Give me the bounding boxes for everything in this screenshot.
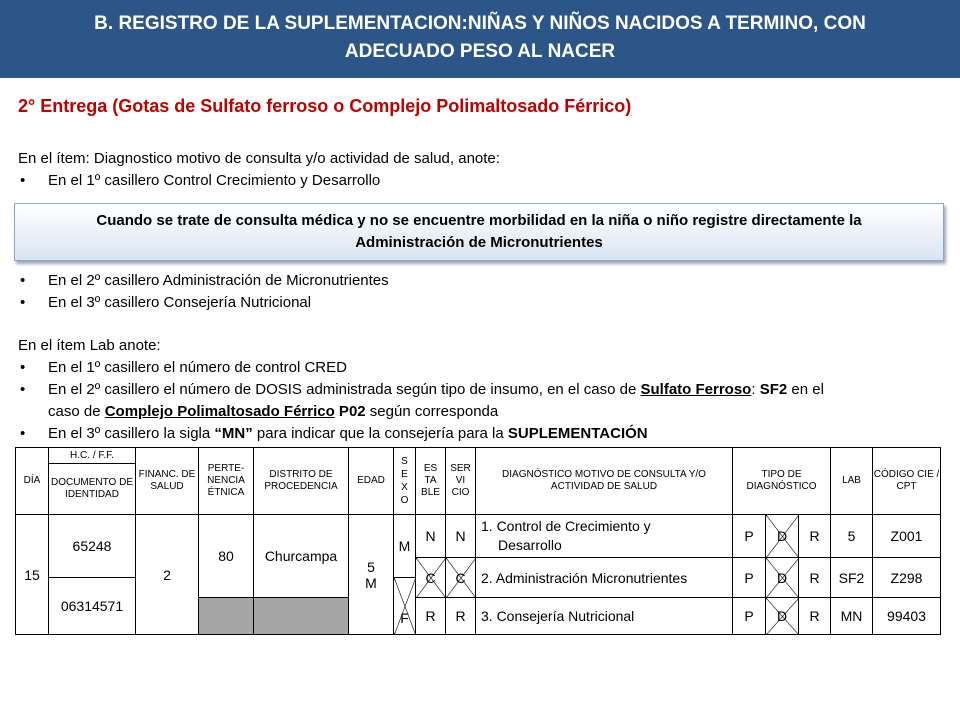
header-dia: DÍA: [16, 448, 49, 515]
cell-establecimiento: N: [416, 515, 446, 558]
callout-line-2: Administración de Micronutrientes: [355, 234, 603, 251]
section1-list: [18, 170, 380, 192]
text-run: Complejo Polimaltosado Férrico: [104, 403, 335, 420]
diag-line-1: 1. Control de Crecimiento y: [481, 518, 651, 534]
list-item: [18, 423, 923, 445]
text-run: “MN”: [214, 425, 253, 442]
header-distrito: DISTRITO DE PROCEDENCIA: [254, 448, 349, 515]
subtitle: 2° Entrega (Gotas de Sulfato ferroso o Complejo Polimaltosado Férrico): [18, 96, 632, 116]
cell-tipo-p: P: [733, 515, 766, 558]
text-run: según corresponda: [365, 403, 499, 420]
edad-valor: 5: [367, 558, 375, 575]
text-run: en el: [787, 381, 824, 398]
cell-tipo-d-marked: D: [766, 598, 799, 635]
cell-establecimiento: R: [416, 598, 446, 635]
header-diagnostico: DIAGNÓSTICO MOTIVO DE CONSULTA Y/O ACTIVIDAD DE SALUD: [476, 448, 733, 515]
callout-line-1: Cuando se trate de consulta médica y no se encuentre morbilidad en la niña o niño registre directamente la: [96, 212, 862, 229]
cell-distrito: Churcampa: [254, 515, 349, 598]
header-lab: LAB: [831, 448, 873, 515]
header-documento: DOCUMENTO DE IDENTIDAD: [49, 464, 136, 515]
section2-list: [18, 357, 923, 445]
cell-establecimiento-marked: C: [416, 558, 446, 598]
cell-historia-clinica: 65248: [49, 515, 136, 578]
cell-edad: [349, 515, 394, 635]
header-financ: FINANC. DE SALUD: [136, 448, 199, 515]
text-run: P02: [334, 403, 366, 420]
cell-tipo-d-marked: D: [766, 558, 799, 598]
cell-dia: 15: [16, 515, 49, 635]
cell-lab: MN: [831, 598, 873, 635]
cell-pertenencia-empty: [199, 598, 254, 635]
cell-financiamiento: 2: [136, 515, 199, 635]
cell-lab: 5: [831, 515, 873, 558]
header-edad: EDAD: [349, 448, 394, 515]
section1-intro: En el ítem: Diagnostico motivo de consulta y/o actividad de salud, anote:: [18, 150, 500, 167]
text-run: SUPLEMENTACIÓN: [507, 425, 648, 442]
cell-lab: SF2: [831, 558, 873, 598]
cell-servicio: N: [446, 515, 476, 558]
edad-unidad: M: [365, 574, 377, 591]
list-item: • En el 1º casillero el número de control CRED: [18, 357, 923, 379]
cell-diagnostico: 2. Administración Micronutrientes: [476, 558, 733, 598]
header-tipo-diagnostico: TIPO DE DIAGNÓSTICO: [733, 448, 831, 515]
cell-servicio: R: [446, 598, 476, 635]
header-codigo: CÓDIGO CIE / CPT: [873, 448, 941, 515]
banner-line-2: ADECUADO PESO AL NACER: [344, 41, 616, 62]
text-run: caso de: [48, 403, 105, 420]
cell-tipo-r: R: [799, 598, 831, 635]
list-item: [18, 379, 923, 423]
registry-table: [15, 447, 941, 635]
cell-servicio-marked: C: [446, 558, 476, 598]
text-run: SF2: [759, 381, 788, 398]
diag-line-2: Desarrollo: [498, 537, 562, 553]
section1b-list: [18, 270, 389, 314]
callout-note: [14, 203, 944, 261]
cell-tipo-p: P: [733, 558, 766, 598]
section2-intro: En el ítem Lab anote:: [18, 337, 161, 354]
header-pertenencia: PERTE-NENCIA ÉTNICA: [199, 448, 254, 515]
cell-codigo: 99403: [873, 598, 941, 635]
cell-documento-identidad: 06314571: [49, 578, 136, 635]
cell-tipo-d-marked: D: [766, 515, 799, 558]
header-hc: H.C. / F.F.: [49, 448, 136, 464]
cell-tipo-p: P: [733, 598, 766, 635]
title-banner: [0, 0, 960, 78]
cell-codigo: Z298: [873, 558, 941, 598]
header-establecimiento: ES TA BLE: [416, 448, 446, 515]
list-item: • En el 1º casillero Control Crecimiento y Desarrollo: [18, 170, 380, 192]
text-run: para indicar que la consejería para la: [252, 425, 508, 442]
cell-codigo: Z001: [873, 515, 941, 558]
header-sexo: S E X O: [394, 448, 416, 515]
banner-line-1: B. REGISTRO DE LA SUPLEMENTACION:NIÑAS Y NIÑOS NACIDOS A TERMINO, CON: [94, 13, 866, 34]
list-item: • En el 2º casillero Administración de Micronutrientes: [18, 270, 389, 292]
cell-tipo-r: R: [799, 515, 831, 558]
text-run: :: [751, 381, 760, 398]
cell-distrito-empty: [254, 598, 349, 635]
cell-diagnostico: 3. Consejería Nutricional: [476, 598, 733, 635]
cell-pertenencia: 80: [199, 515, 254, 598]
list-item: • En el 3º casillero Consejería Nutricional: [18, 292, 389, 314]
cell-tipo-r: R: [799, 558, 831, 598]
header-servicio: SER VI CIO: [446, 448, 476, 515]
cell-sexo-f-marked: F: [394, 578, 416, 635]
text-run: Sulfato Ferroso: [640, 381, 752, 398]
cell-diagnostico: [476, 515, 733, 558]
text-run: En el 3º casillero la sigla: [48, 425, 215, 442]
text-run: En el 2º casillero el número de DOSIS administrada según tipo de insumo, en el caso de: [48, 381, 641, 398]
cell-sexo-m: M: [394, 515, 416, 578]
